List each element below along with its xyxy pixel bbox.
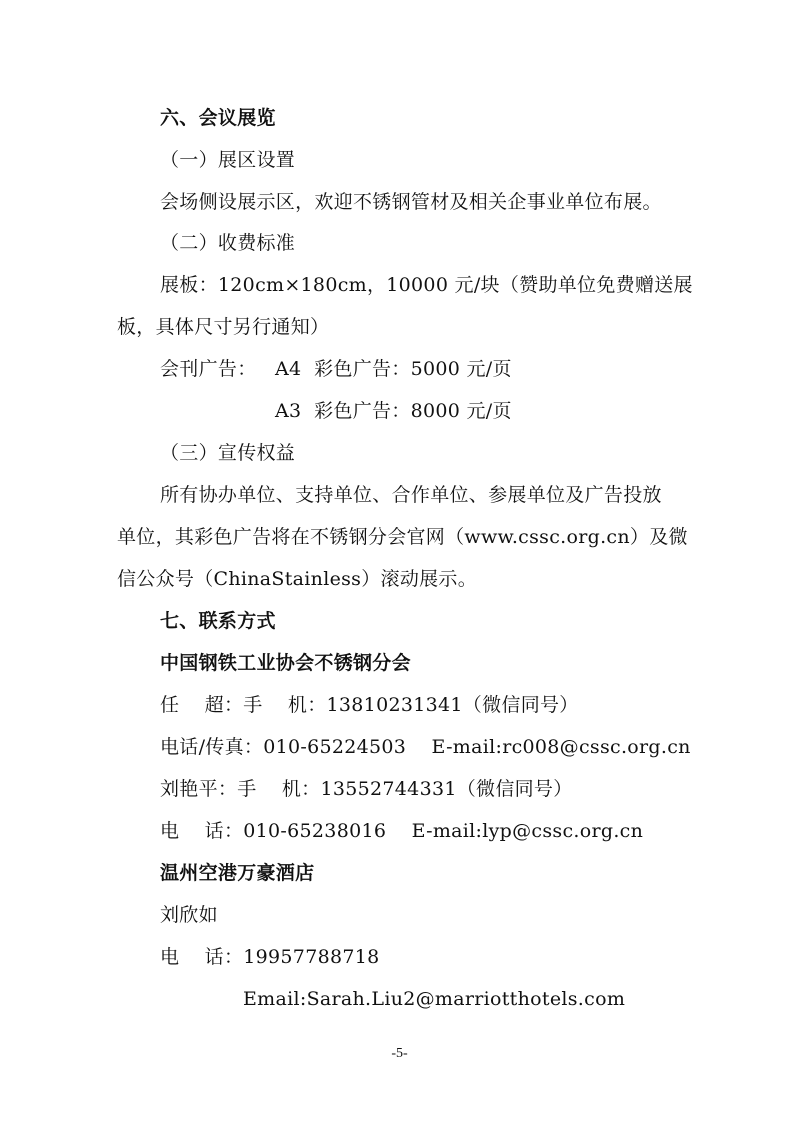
ad-label: 会刊广告： [160,358,257,380]
hotel-contact-email: Email:Sarah.Liu2@marriotthotels.com [243,988,626,1010]
subheading-exhibit-area: （一）展区设置 [160,149,296,171]
contact-phone-liu: 电 话：010-65238016 E-mail:lyp@cssc.org.cn [160,820,644,842]
rights-line1: 所有协办单位、支持单位、合作单位、参展单位及广告投放 [160,484,662,506]
hotel-contact-person: 刘欣如 [160,904,218,926]
section-heading-contact: 七、联系方式 [160,610,276,632]
contact-person-liu: 刘艳平：手 机：13552744331（微信同号） [160,778,573,800]
section-heading-exhibition: 六、会议展览 [160,107,276,129]
ad-a3-price: A3 彩色广告：8000 元/页 [275,400,512,422]
exhibit-area-text: 会场侧设展示区，欢迎不锈钢管材及相关企事业单位布展。 [160,191,662,213]
rights-line3: 信公众号（ChinaStainless）滚动展示。 [117,568,478,590]
contact-person-ren: 任 超：手 机：13810231341（微信同号） [160,694,579,716]
rights-line2: 单位，其彩色广告将在不锈钢分会官网（www.cssc.org.cn）及微 [117,526,688,548]
contact-phone-fax: 电话/传真：010-65224503 E-mail:rc008@cssc.org.cn [160,736,691,758]
ad-a4-price: A4 彩色广告：5000 元/页 [275,358,512,380]
hotel-contact-phone: 电 话：19957788718 [160,946,380,968]
board-fee-line1: 展板：120cm×180cm，10000 元/块（赞助单位免费赠送展 [160,274,693,296]
subheading-fees: （二）收费标准 [160,232,296,254]
org-name-cssc: 中国钢铁工业协会不锈钢分会 [160,652,411,674]
board-fee-line2: 板，具体尺寸另行通知） [117,316,330,338]
org-name-hotel: 温州空港万豪酒店 [160,862,315,884]
page-number: -5- [391,1046,408,1061]
subheading-rights: （三）宣传权益 [160,442,296,464]
